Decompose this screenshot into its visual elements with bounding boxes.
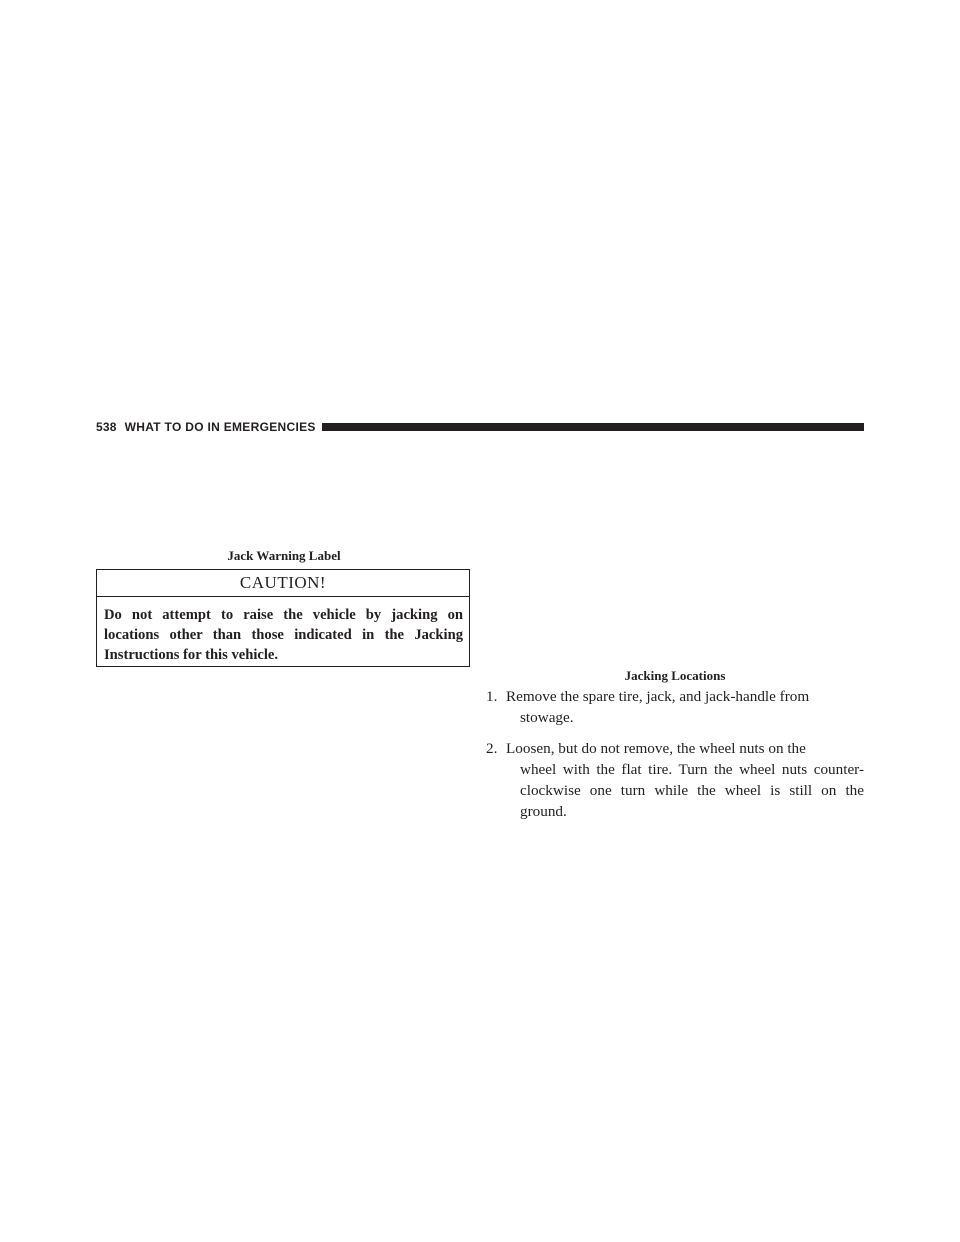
- figure-caption-jacking-locations: Jacking Locations: [624, 668, 726, 683]
- caution-body: Do not attempt to raise the vehicle by jacking on locations other than those indicated in the Jacking Instructions for this vehicle.: [104, 607, 463, 663]
- header-rule: [322, 423, 864, 431]
- page-header: [96, 419, 864, 435]
- step-continuation: stowage.: [520, 709, 574, 726]
- figure-caption-jack-warning-label: Jack Warning Label: [227, 548, 341, 563]
- step-item: [486, 738, 864, 822]
- instruction-steps: [486, 686, 864, 832]
- step-text: [506, 686, 864, 728]
- step-number: 2.: [486, 740, 498, 757]
- step-first-line: Loosen, but do not remove, the wheel nuts on the: [506, 740, 806, 757]
- step-continuation: wheel with the flat tire. Turn the wheel nuts counter-clockwise one turn while the wheel is still on the ground.: [520, 761, 864, 820]
- step-text: [506, 738, 864, 822]
- caution-title: CAUTION!: [97, 570, 469, 597]
- step-number: 1.: [486, 688, 498, 705]
- page-number: 538: [96, 420, 117, 434]
- section-title: WHAT TO DO IN EMERGENCIES: [124, 420, 316, 434]
- caution-box: [96, 569, 470, 667]
- step-item: [486, 686, 864, 728]
- step-first-line: Remove the spare tire, jack, and jack-handle from: [506, 688, 810, 705]
